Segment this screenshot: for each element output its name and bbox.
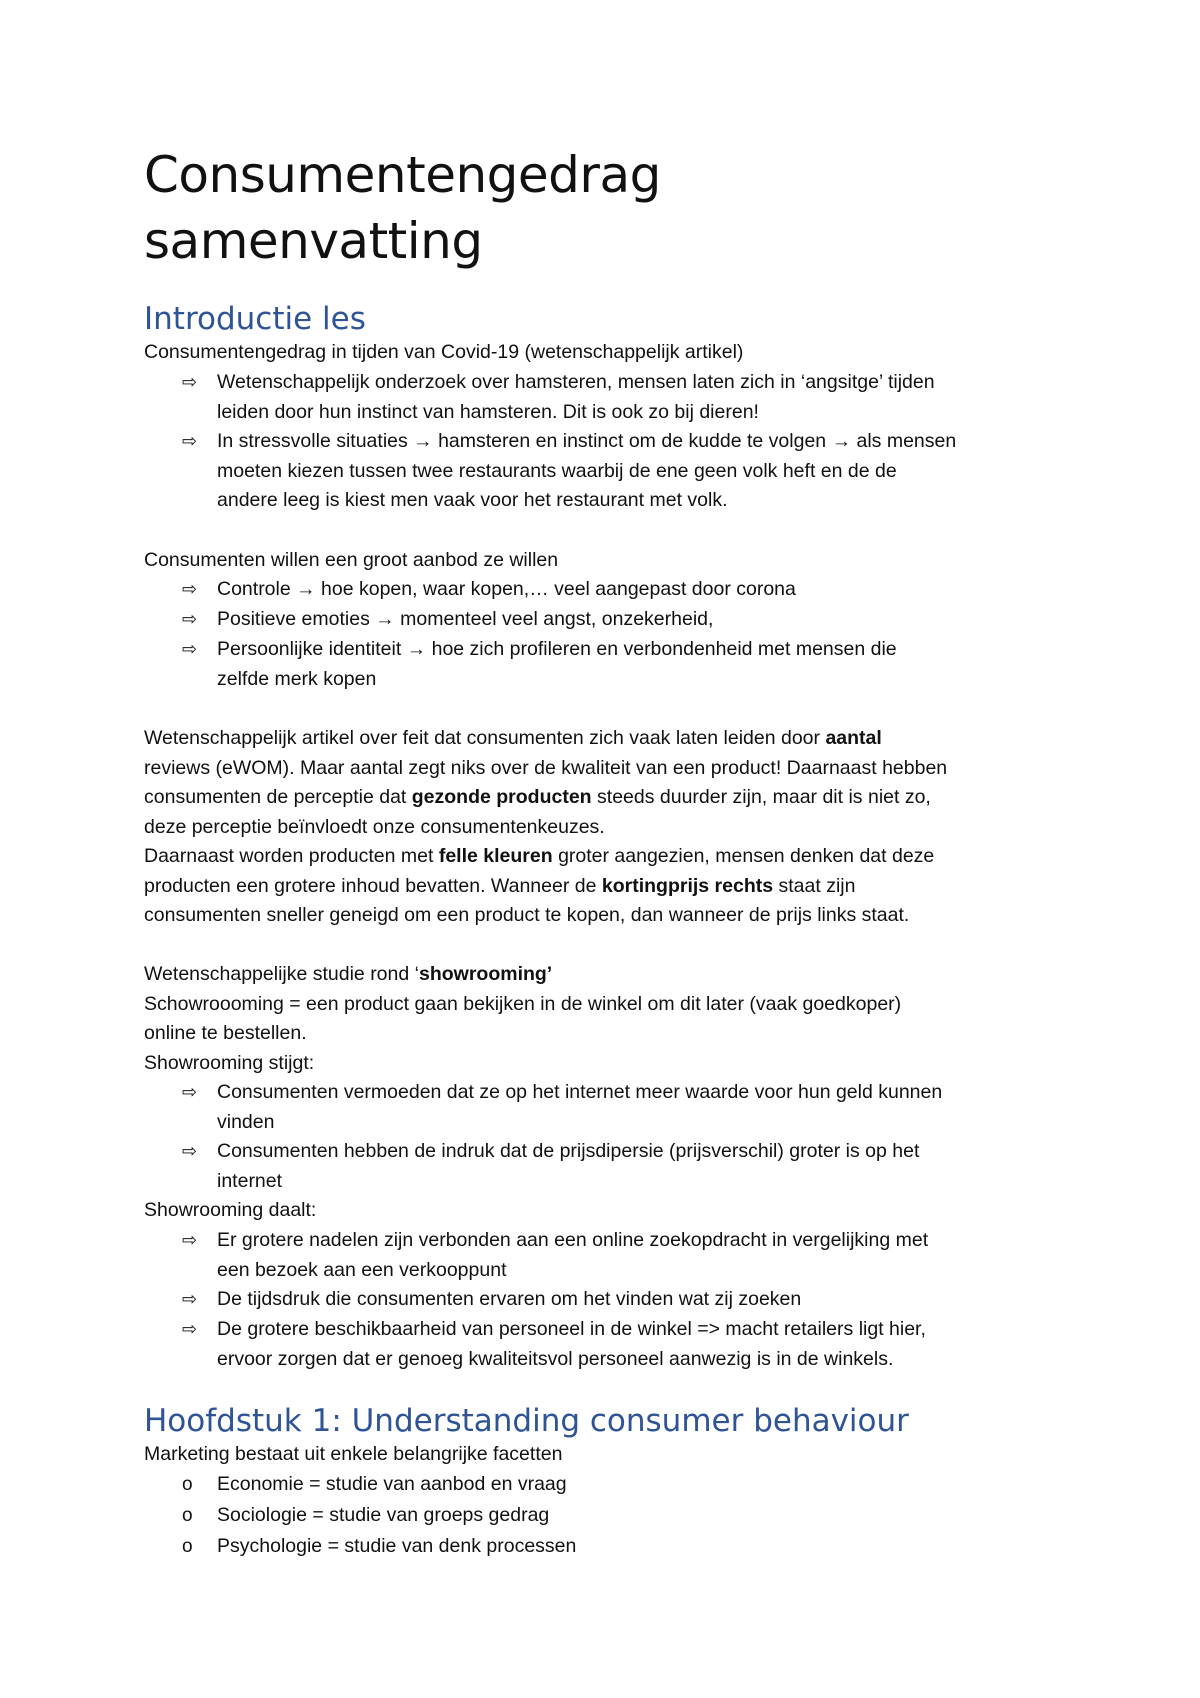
list-item-text: In stressvolle situaties → hamsteren en instinct om de kudde te volgen → als mensen moeten kiezen tussen twee restaurants waarbij de ene geen volk heft en de de andere leeg is kiest men vaak voor het restaurant met volk. bbox=[217, 430, 957, 512]
showrooming-title: Wetenschappelijke studie rond ‘showrooming’ bbox=[144, 963, 553, 985]
chapter-intro: Marketing bestaat uit enkele belangrijke facetten bbox=[144, 1443, 563, 1465]
paragraph-line: Wetenschappelijk artikel over feit dat consumenten zich vaak laten leiden door aantal bbox=[144, 727, 882, 749]
list-item-text: De tijdsdruk die consumenten ervaren om het vinden wat zij zoeken bbox=[217, 1288, 802, 1310]
list-item-text: Wetenschappelijk onderzoek over hamsteren, mensen laten zich in ‘angsitge’ tijden leiden door hun instinct van hamsteren. Dit is ook zo bij dieren! bbox=[217, 371, 935, 423]
emphasis-text: showrooming’ bbox=[418, 963, 553, 985]
paragraph-line: online te bestellen. bbox=[144, 1022, 307, 1044]
heading-introductie: Introductie les bbox=[144, 301, 366, 337]
list-item-text: Psychologie = studie van denk processen bbox=[217, 1535, 577, 1557]
paragraph-line: Schowroooming = een product gaan bekijken in de winkel om dit later (vaak goedkoper) bbox=[144, 993, 902, 1015]
paragraph-line: consumenten sneller geneigd om een product te kopen, dan wanneer de prijs links staat. bbox=[144, 904, 910, 926]
arrow-bullet-icon: ⇨ bbox=[182, 639, 198, 660]
arrow-bullet-icon: ⇨ bbox=[182, 1230, 198, 1251]
list-item-text: Sociologie = studie van groeps gedrag bbox=[217, 1504, 550, 1526]
arrow-bullet-icon: ⇨ bbox=[182, 1082, 198, 1103]
paragraph-line: producten een grotere inhoud bevatten. Wanneer de kortingprijs rechts staat zijn bbox=[144, 875, 856, 897]
list-item-text: Er grotere nadelen zijn verbonden aan een online zoekopdracht in vergelijking met een bezoek aan een verkooppunt bbox=[217, 1229, 929, 1281]
arrow-bullet-icon: ⇨ bbox=[182, 372, 198, 393]
paragraph-line: deze perceptie beïnvloedt onze consumentenkeuzes. bbox=[144, 816, 605, 838]
emphasis-text: kortingprijs rechts bbox=[601, 875, 774, 897]
list-item-text: De grotere beschikbaarheid van personeel in de winkel => macht retailers ligt hier, ervoor zorgen dat er genoeg kwaliteitsvol personeel aanwezig is in de winkels. bbox=[217, 1318, 926, 1370]
arrow-bullet-icon: ⇨ bbox=[182, 579, 198, 600]
arrow-bullet-icon: ⇨ bbox=[182, 1289, 198, 1310]
circle-bullet-icon: o bbox=[182, 1505, 193, 1526]
showrooming-fall-label: Showrooming daalt: bbox=[144, 1199, 317, 1221]
paragraph-aanbod: Consumenten willen een groot aanbod ze willen bbox=[144, 549, 559, 571]
document-title bbox=[144, 142, 661, 274]
circle-bullet-icon: o bbox=[182, 1474, 193, 1495]
list-item-text: Controle → hoe kopen, waar kopen,… veel aangepast door corona bbox=[217, 578, 796, 600]
intro-subheading: Consumentengedrag in tijden van Covid-19 (wetenschappelijk artikel) bbox=[144, 341, 744, 363]
heading-hoofdstuk-1: Hoofdstuk 1: Understanding consumer behaviour bbox=[144, 1403, 909, 1439]
list-item-text: Consumenten hebben de indruk dat de prijsdipersie (prijsverschil) groter is op het internet bbox=[217, 1140, 920, 1192]
arrow-bullet-icon: ⇨ bbox=[182, 1141, 198, 1162]
paragraph-line: reviews (eWOM). Maar aantal zegt niks over de kwaliteit van een product! Daarnaast hebben bbox=[144, 757, 948, 779]
list-item-text: Economie = studie van aanbod en vraag bbox=[217, 1473, 567, 1495]
emphasis-text: aantal bbox=[825, 727, 882, 749]
emphasis-text: gezonde producten bbox=[411, 786, 592, 808]
arrow-bullet-icon: ⇨ bbox=[182, 1319, 198, 1340]
showrooming-rise-label: Showrooming stijgt: bbox=[144, 1052, 315, 1074]
title-line-1: Consumentengedrag bbox=[144, 146, 661, 204]
arrow-bullet-icon: ⇨ bbox=[182, 609, 198, 630]
paragraph-line: consumenten de perceptie dat gezonde producten steeds duurder zijn, maar dit is niet zo, bbox=[144, 786, 931, 808]
list-item-text: Positieve emoties → momenteel veel angst, onzekerheid, bbox=[217, 608, 714, 630]
circle-bullet-icon: o bbox=[182, 1536, 193, 1557]
arrow-bullet-icon: ⇨ bbox=[182, 431, 198, 452]
title-line-2: samenvatting bbox=[144, 212, 483, 270]
list-item-text: Persoonlijke identiteit → hoe zich profileren en verbondenheid met mensen die zelfde merk kopen bbox=[217, 638, 897, 690]
emphasis-text: felle kleuren bbox=[438, 845, 553, 867]
paragraph-line: Daarnaast worden producten met felle kleuren groter aangezien, mensen denken dat deze bbox=[144, 845, 935, 867]
list-item-text: Consumenten vermoeden dat ze op het internet meer waarde voor hun geld kunnen vinden bbox=[217, 1081, 943, 1133]
